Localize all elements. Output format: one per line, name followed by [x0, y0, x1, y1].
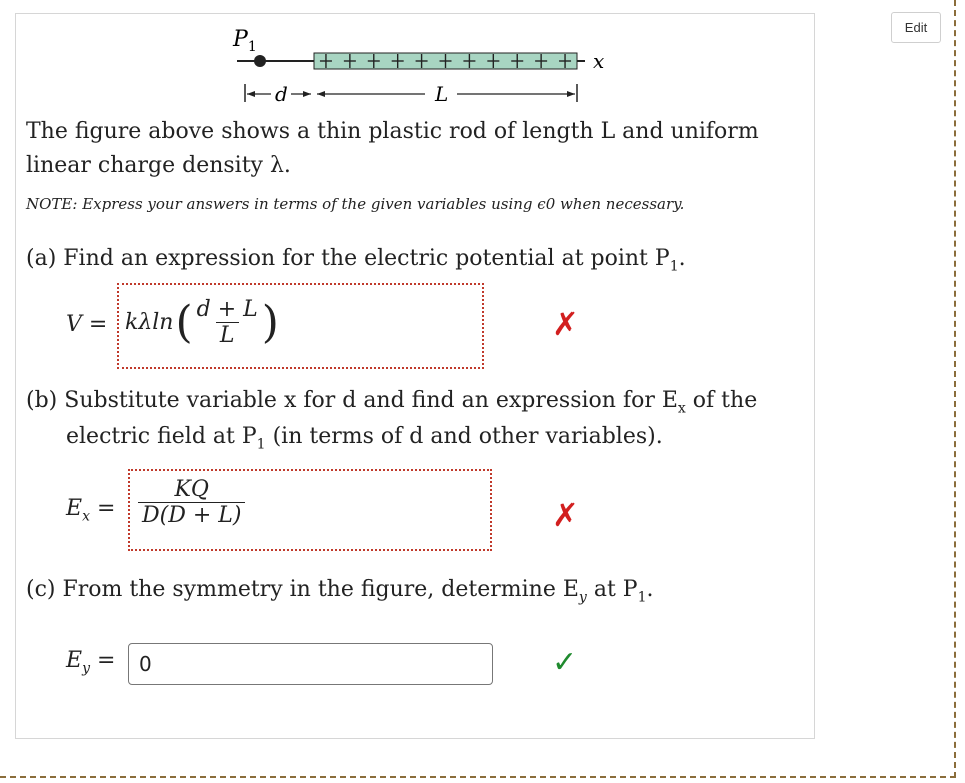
part-b-answer-box[interactable]	[128, 469, 492, 551]
d-label: d	[275, 82, 288, 106]
part-c-question: (c) From the symmetry in the figure, determine $E_y$ at $P_1$.	[26, 577, 654, 606]
intro-line-1: The figure above shows a thin plastic rod of length L and uniform	[26, 119, 759, 144]
part-a-answer: kλln ( $\frac{d + L}{L}$ )	[125, 297, 279, 348]
part-a-wrong-icon: ✗	[552, 305, 579, 343]
rod-figure	[225, 22, 625, 112]
part-a-answer-box[interactable]	[117, 283, 484, 369]
L-label: L	[435, 82, 449, 106]
part-b-question-line-2: electric field at $P_1$ (in terms of d and other variables).	[66, 424, 663, 453]
instruction-note: NOTE: Express your answers in terms of the given variables using ϵ0 when necessary.	[26, 195, 685, 213]
L-arrowhead-left	[317, 91, 325, 97]
edit-button[interactable]: Edit	[891, 12, 941, 43]
x-axis-label: x	[593, 49, 605, 73]
point-label: $P_1$	[233, 27, 257, 55]
part-b-question-line-1: (b) Substitute variable x for d and find an expression for $E_x$ of the	[26, 388, 758, 417]
d-arrowhead-right	[303, 91, 311, 97]
L-arrowhead-right	[567, 91, 575, 97]
intro-line-2: linear charge density λ.	[26, 153, 291, 178]
part-c-answer-input[interactable]	[128, 643, 493, 685]
part-a-lhs: V =	[66, 312, 108, 337]
part-b-lhs: $E_x$ =	[66, 496, 116, 525]
point-p1	[254, 55, 266, 67]
part-b-wrong-icon: ✗	[552, 496, 579, 534]
part-c-check-icon: ✓	[552, 645, 578, 680]
part-a-question: (a) Find an expression for the electric potential at point $P_1$.	[26, 246, 686, 275]
d-arrowhead-left	[247, 91, 255, 97]
part-c-lhs: $E_y$ =	[66, 648, 116, 677]
part-b-answer: $\frac{KQ}{D(D + L)}$	[138, 477, 245, 528]
